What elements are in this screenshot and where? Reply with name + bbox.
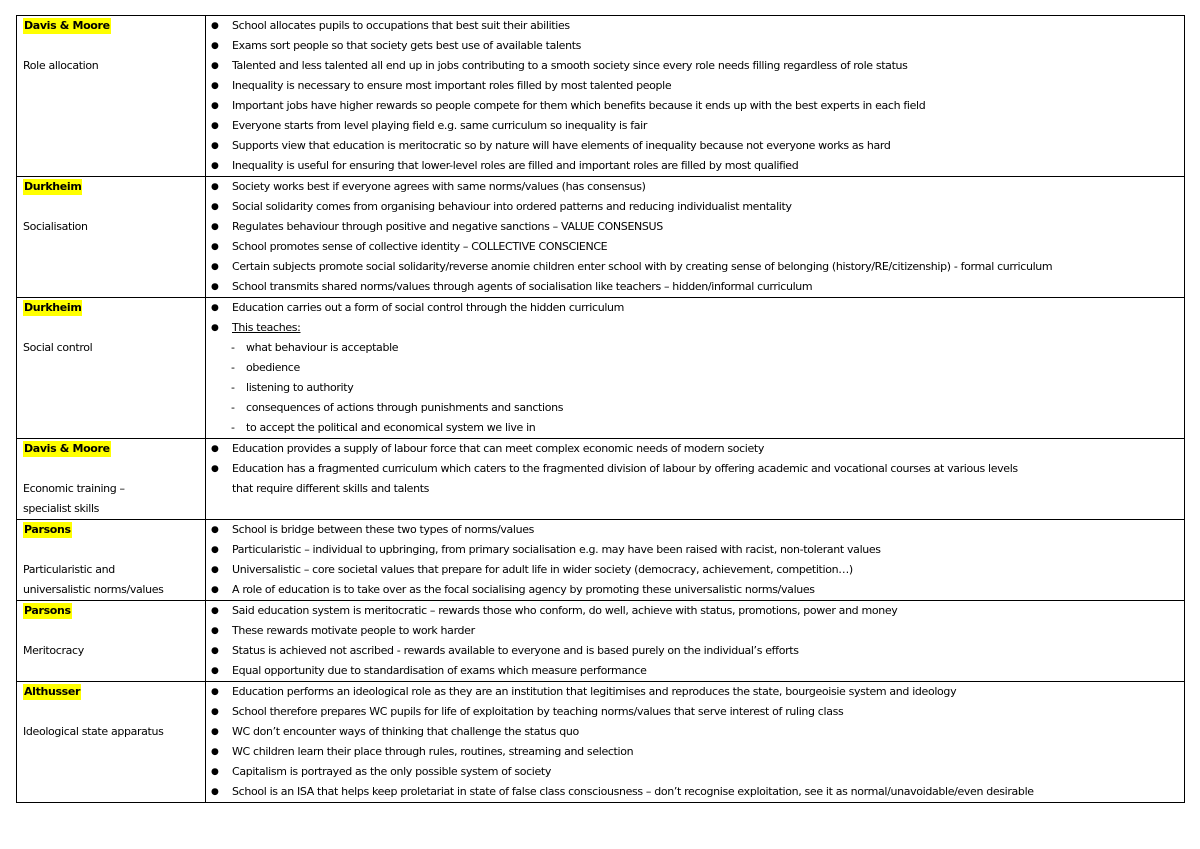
topic-label: Role allocation [23,59,99,72]
theorist-name: Parsons [24,523,71,536]
bullet-icon: ● [211,303,219,313]
list-item: ● Capitalism is portrayed as the only possible system of society [206,762,1184,782]
notes-table [16,15,1185,803]
theorist-name: Althusser [24,685,81,698]
list-item: ● School promotes sense of collective identity – COLLECTIVE CONSCIENCE [206,237,1184,257]
theorist-name: Durkheim [24,180,82,193]
list-item: - obedience [206,358,1184,378]
table-row [17,177,1185,298]
bullet-list [206,177,1184,297]
topic-label: Economic training – [23,482,125,495]
bullet-icon: ● [211,747,219,757]
bullet-icon: ● [211,525,219,535]
list-item: ● Supports view that education is meritocratic so by nature will have elements of inequality because not everyone works as hard [206,136,1184,156]
table-row [17,298,1185,439]
theorist-cell [17,601,206,682]
bullet-icon: ● [211,282,219,292]
bullet-icon: ● [211,81,219,91]
theorist-name: Durkheim [24,301,82,314]
topic-label: Ideological state apparatus [23,725,164,738]
topic-label: Meritocracy [23,644,84,657]
points-cell [206,16,1185,177]
table-row [17,439,1185,520]
bullet-icon: ● [211,464,219,474]
list-item: ● Education has a fragmented curriculum which caters to the fragmented division of labour by offering academic and vocational courses at various levels that require different skills and talents [206,459,1184,499]
theorist-cell [17,439,206,520]
bullet-icon: ● [211,687,219,697]
points-cell [206,298,1185,439]
list-item: ● Exams sort people so that society gets best use of available talents [206,36,1184,56]
table-row [17,16,1185,177]
bullet-icon: ● [211,545,219,555]
list-item: ● This teaches: [206,318,1184,338]
dash-icon: - [231,421,235,434]
bullet-list [206,682,1184,802]
list-item: ● Talented and less talented all end up in jobs contributing to a smooth society since every role needs filling regardless of role status [206,56,1184,76]
dash-icon: - [231,341,235,354]
list-item: ● School therefore prepares WC pupils for life of exploitation by teaching norms/values that serve interest of ruling class [206,702,1184,722]
theorist-cell [17,177,206,298]
points-cell [206,682,1185,803]
list-item: - what behaviour is acceptable [206,338,1184,358]
list-item: ● WC children learn their place through rules, routines, streaming and selection [206,742,1184,762]
bullet-list [206,298,1184,338]
theorist-name: Davis & Moore [24,442,110,455]
bullet-icon: ● [211,585,219,595]
bullet-list [206,439,1184,499]
bullet-icon: ● [211,141,219,151]
bullet-icon: ● [211,787,219,797]
bullet-icon: ● [211,767,219,777]
bullet-icon: ● [211,565,219,575]
bullet-icon: ● [211,161,219,171]
list-item: ● Certain subjects promote social solidarity/reverse anomie children enter school with by creating sense of belonging (history/RE/citizenship) - formal curriculum [206,257,1184,277]
dash-list [206,338,1184,438]
bullet-icon: ● [211,606,219,616]
topic-label: Socialisation [23,220,88,233]
topic-label: Social control [23,341,93,354]
list-item: ● Said education system is meritocratic – rewards those who conform, do well, achieve with status, promotions, power and money [206,601,1184,621]
bullet-icon: ● [211,646,219,656]
list-item: ● Everyone starts from level playing field e.g. same curriculum so inequality is fair [206,116,1184,136]
bullet-icon: ● [211,323,219,333]
bullet-icon: ● [211,182,219,192]
list-item: ● Universalistic – core societal values that prepare for adult life in wider society (democracy, achievement, competition…) [206,560,1184,580]
bullet-icon: ● [211,101,219,111]
bullet-icon: ● [211,61,219,71]
table-row [17,520,1185,601]
bullet-icon: ● [211,242,219,252]
bullet-list [206,601,1184,681]
list-item: ● Important jobs have higher rewards so people compete for them which benefits because it ends up with the best experts in each field [206,96,1184,116]
list-item: ● Inequality is useful for ensuring that lower-level roles are filled and important roles are filled by most qualified [206,156,1184,176]
theorist-cell [17,16,206,177]
list-item: ● School is an ISA that helps keep proletariat in state of false class consciousness – don’t recognise exploitation, see it as normal/unavoidable/even desirable [206,782,1184,802]
list-item: ● Status is achieved not ascribed - rewards available to everyone and is based purely on the individual’s efforts [206,641,1184,661]
points-cell [206,439,1185,520]
bullet-icon: ● [211,262,219,272]
theorist-cell [17,682,206,803]
bullet-icon: ● [211,121,219,131]
bullet-icon: ● [211,707,219,717]
list-item: ● Regulates behaviour through positive and negative sanctions – VALUE CONSENSUS [206,217,1184,237]
list-item: ● School is bridge between these two types of norms/values [206,520,1184,540]
bullet-list [206,16,1184,176]
list-item: ● WC don’t encounter ways of thinking that challenge the status quo [206,722,1184,742]
list-item: - to accept the political and economical system we live in [206,418,1184,438]
list-item: ● School transmits shared norms/values through agents of socialisation like teachers – hidden/informal curriculum [206,277,1184,297]
bullet-icon: ● [211,626,219,636]
bullet-icon: ● [211,222,219,232]
list-item: ● Equal opportunity due to standardisation of exams which measure performance [206,661,1184,681]
points-cell [206,520,1185,601]
points-cell [206,601,1185,682]
list-item: - consequences of actions through punishments and sanctions [206,398,1184,418]
list-item: ● School allocates pupils to occupations that best suit their abilities [206,16,1184,36]
theorist-cell [17,520,206,601]
list-item: ● Particularistic – individual to upbringing, from primary socialisation e.g. may have been raised with racist, non-tolerant values [206,540,1184,560]
theorist-name: Davis & Moore [24,19,110,32]
bullet-icon: ● [211,202,219,212]
bullet-icon: ● [211,727,219,737]
topic-label: universalistic norms/values [23,583,164,596]
list-item: ● Education carries out a form of social control through the hidden curriculum [206,298,1184,318]
list-item: ● Society works best if everyone agrees with same norms/values (has consensus) [206,177,1184,197]
bullet-list [206,520,1184,600]
theorist-name: Parsons [24,604,71,617]
bullet-icon: ● [211,666,219,676]
dash-icon: - [231,401,235,414]
list-item: - listening to authority [206,378,1184,398]
dash-icon: - [231,361,235,374]
bullet-icon: ● [211,21,219,31]
list-item: ● A role of education is to take over as the focal socialising agency by promoting these universalistic norms/values [206,580,1184,600]
list-item: ● Education performs an ideological role as they are an institution that legitimises and reproduces the state, bourgeoisie system and ideology [206,682,1184,702]
list-item: ● Education provides a supply of labour force that can meet complex economic needs of modern society [206,439,1184,459]
table-row [17,601,1185,682]
bullet-icon: ● [211,444,219,454]
topic-label: Particularistic and [23,563,115,576]
topic-label: specialist skills [23,502,100,515]
bullet-icon: ● [211,41,219,51]
theorist-cell [17,298,206,439]
list-item: ● Inequality is necessary to ensure most important roles filled by most talented people [206,76,1184,96]
dash-icon: - [231,381,235,394]
table-row [17,682,1185,803]
list-item: ● Social solidarity comes from organising behaviour into ordered patterns and reducing individualist mentality [206,197,1184,217]
list-item: ● These rewards motivate people to work harder [206,621,1184,641]
points-cell [206,177,1185,298]
